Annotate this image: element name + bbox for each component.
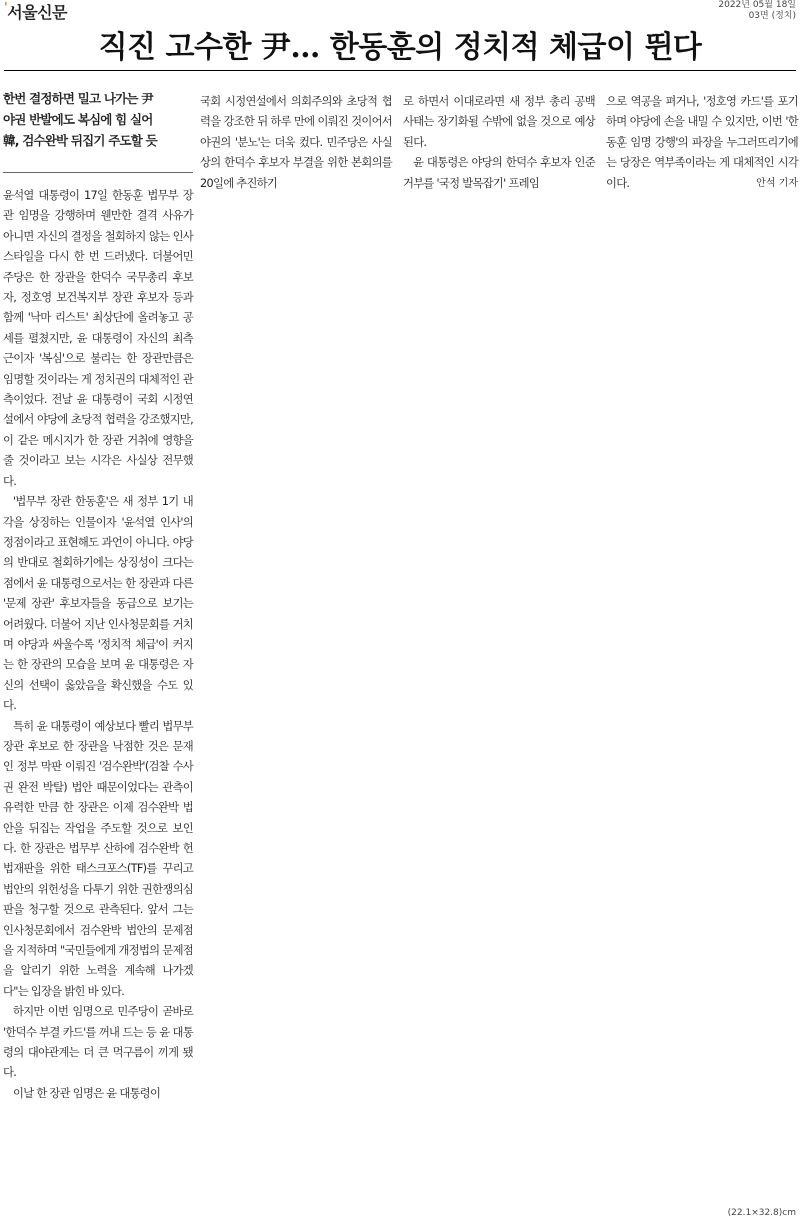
subhead-line: 야권 반발에도 복심에 힘 실어: [3, 112, 153, 127]
article-column-1: [3, 186, 193, 1104]
subhead-line: 한번 결정하면 밀고 나가는 尹: [3, 91, 153, 106]
article-headline: 직진 고수한 尹… 한동훈의 정치적 체급이 뛴다: [98, 30, 702, 65]
publish-date: 2022년 05월 18일: [718, 0, 796, 10]
subhead-line: 韓, 검수완박 뒤집기 주도할 듯: [3, 133, 157, 148]
article-paragraph: 하지만 이번 임명으로 민주당이 곧바로 '한덕수 부결 카드'를 꺼내 드는 등 윤 대통령의 대야관계는 더 큰 먹구름이 끼게 됐다.: [3, 1005, 193, 1080]
page-size-note: (22.1×32.8)cm: [727, 1208, 796, 1218]
article-paragraph: 특히 윤 대통령이 예상보다 빨리 법무부 장관 후보로 한 장관을 낙점한 것은 문재인 정부 막판 이뤄진 '검수완박'(검찰 수사권 완전 박탈) 법안 때문이었다는 관측이 유력한 만큼 한 장관은 이제 검수완박 법안을 뒤집는 작업을 주도할 것으로 보인다. 한 장관은 법무부 산하에 검수완박 헌법재판을 위한 태스크포스(TF)를 꾸리고 법안의 위헌성을 다투기 위한 권한쟁의심판을 청구할 것으로 관측된다. 앞서 그는 인사청문회에서 검수완박 법안의 문제점을 지적하며 "국민들에게 개정법의 문제점을 알리기 위한 노력을 계속해 나가겠다"는 입장을 밝힌 바 있다.: [3, 719, 193, 998]
article-paragraph: 국회 시정연설에서 의회주의와 초당적 협력을 강조한 뒤 하루 만에 이뤄진 것이어서 야권의 '분노'는 더욱 컸다. 민주당은 사실상의 한덕수 후보자 부결을 위한 본회의를 20일에 추진하기: [200, 95, 392, 190]
page-section: 03면 (정치): [748, 11, 796, 21]
article-column-3: [403, 92, 595, 194]
article-paragraph: 이날 한 장관 임명은 윤 대통령이: [13, 1086, 161, 1100]
article-text: 으로 역공을 펴거나, '정호영 카드'를 포기하며 야당에 손을 내밀 수 있지만, 이번 '한동훈 임명 강행'의 파장을 누그러뜨리기에는 당장은 역부족이라는 게 대체적인 시각이다.: [606, 95, 798, 190]
masthead-mark: ': [4, 0, 8, 14]
dateline: [718, 0, 796, 22]
article-subheads: [3, 88, 191, 151]
headline-divider: [4, 70, 796, 71]
newspaper-masthead: [4, 0, 67, 23]
article-paragraph: [606, 92, 798, 194]
article-column-2: [200, 92, 392, 194]
article-paragraph: 윤석열 대통령이 17일 한동훈 법무부 장관 임명을 강행하며 웬만한 결격 사유가 아니면 자신의 결정을 철회하지 않는 인사 스타일을 다시 한 번 드러냈다. 더불어민주당은 한 장관을 한덕수 국무총리 후보자, 정호영 보건복지부 장관 후보자 등과 함께 '낙마 리스트' 최상단에 올려놓고 공세를 펼쳤지만, 윤 대통령이 자신의 최측근이자 '복심'으로 불리는 한 장관만큼은 임명할 것이라는 게 정치권의 대체적인 관측이었다. 전날 윤 대통령이 국회 시정연설에서 야당에 초당적 협력을 강조했지만, 이 같은 메시지가 한 장관 거취에 영향을 줄 것이라고 보는 시각은 사실상 전무했다.: [3, 189, 193, 488]
masthead-name: 서울신문: [7, 3, 68, 22]
article-column-4: [606, 92, 798, 194]
article-paragraph: '법무부 장관 한동훈'은 새 정부 1기 내각을 상징하는 인물이자 '윤석열 인사'의 정점이라고 표현해도 과언이 아니다. 야당의 반대로 철회하기에는 상징성이 크다는 점에서 윤 대통령으로서는 한 장관과 다른 '문제 장관' 후보자들을 동급으로 보기는 어려웠다. 더불어 지난 인사청문회를 거치며 야당과 싸울수록 '정치적 체급'이 커지는 한 장관의 모습을 보며 윤 대통령은 자신의 선택이 옳았음을 확신했을 수도 있다.: [3, 495, 193, 713]
article-paragraph: 윤 대통령은 야당의 한덕수 후보자 인준 거부를 '국정 발목잡기' 프레임: [403, 156, 595, 190]
subhead-divider: [3, 172, 193, 173]
article-paragraph: 로 하면서 이대로라면 새 정부 총리 공백 사태는 장기화될 수밖에 없을 것으로 예상된다.: [403, 95, 595, 149]
byline: 안석 기자: [756, 177, 798, 189]
